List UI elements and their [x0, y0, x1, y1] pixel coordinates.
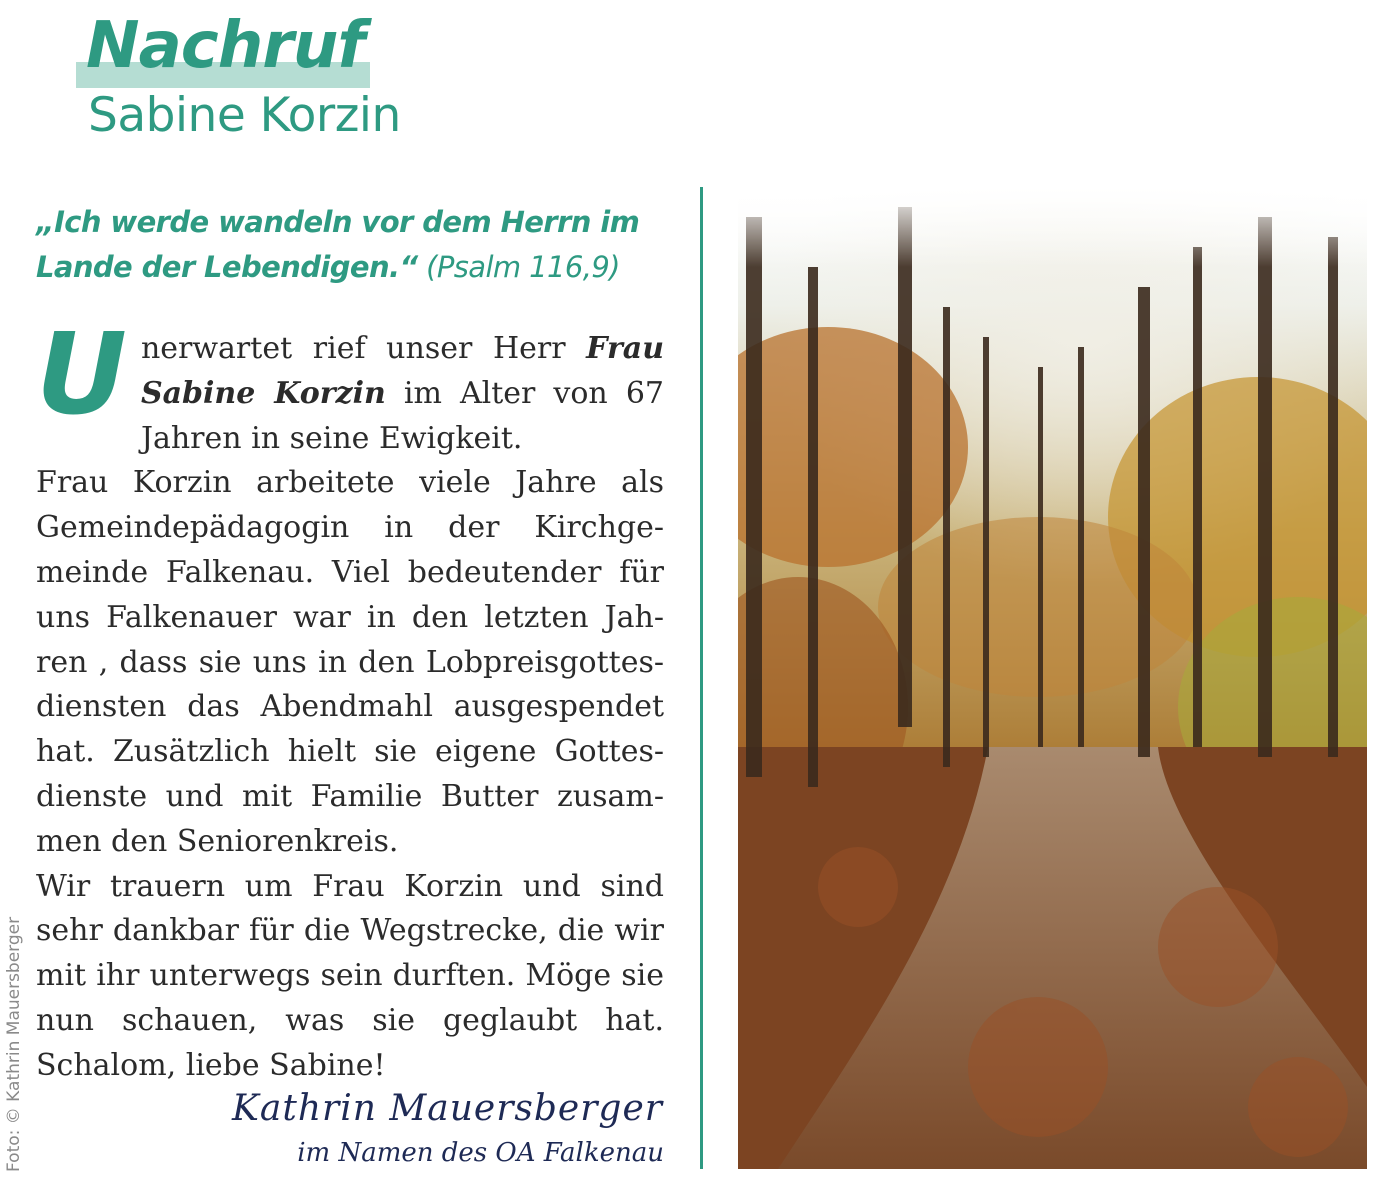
intro-after: im Alter von 67 Jahren in seine Ewigkeit. [140, 375, 664, 456]
quote-reference: (Psalm 116,9) [426, 250, 620, 284]
article-paragraph-1 [36, 310, 664, 461]
column-divider [700, 187, 703, 1169]
intro-name: Frau Sabine Korzin [140, 331, 664, 411]
forest-illustration [738, 187, 1367, 1169]
article-body [36, 310, 664, 1089]
article-paragraph-3: Wir trauern um Frau Korzin und sind sehr dankbar für die Wegstrecke, die wir mit ihr unterwegs sein durften. Möge sie nun schauen, was sie geglaubt hat. Schalom, liebe Sabine! [36, 868, 664, 1083]
article-paragraph-2: Frau Korzin arbeitete viele Jahre als Gemeindepädagogin in der Kirchgemeinde Falkenau. Viel bedeutender für uns Falkenauer war in den letzten Jahren , dass sie uns in den Lobpreisgottesdiensten das Abendmahl ausgespendet hat. Zusätzlich hielt sie eigene Gottesdienste und mit Familie Butter zusammen den Seniorenkreis. [36, 465, 664, 859]
quote-text: „Ich werde wandeln vor dem Herrn im Lande der Lebendigen.“ [36, 205, 640, 284]
page-title: Nachruf [86, 9, 365, 83]
page-subtitle: Sabine Korzin [88, 88, 401, 143]
forest-photo [738, 187, 1367, 1169]
title-block [86, 10, 364, 82]
bible-quote [36, 200, 676, 290]
signature-subline: im Namen des OA Falkenau [297, 1138, 664, 1168]
intro-before: nerwartet rief unser Herr [140, 331, 587, 366]
signature: Kathrin Mauersberger [232, 1088, 663, 1129]
drop-cap: U [36, 310, 127, 440]
photo-credit: Foto: © Kathrin Mauersberger [4, 916, 24, 1172]
